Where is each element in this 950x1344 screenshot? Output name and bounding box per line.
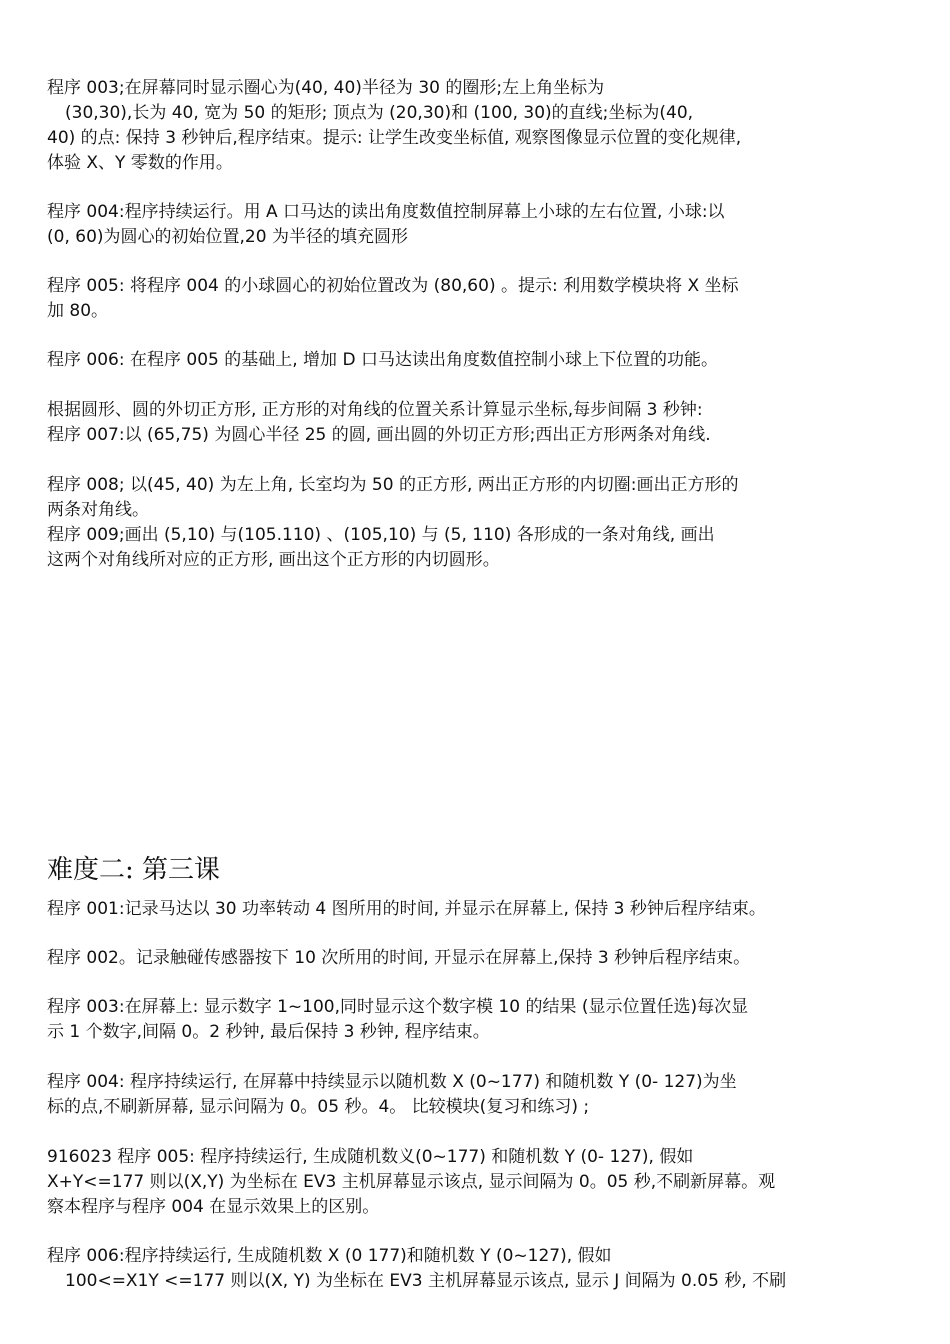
text-line: (30,30),长为 40, 宽为 50 的矩形; 顶点为 (20,30)和 (100, 30)的直线;坐标为(40, [65, 103, 694, 123]
program-008-009-paragraph [47, 473, 913, 573]
text-line: 程序 002。记录触碰传感器按下 10 次所用的时间, 开显示在屏幕上,保持 3 秒钟后程序结束。 [47, 948, 751, 968]
text-line: 根据圆形、圆的外切正方形, 正方形的对角线的位置关系计算显示坐标,每步间隔 3 秒钟: [47, 400, 703, 420]
lesson3-program-002-paragraph [47, 946, 913, 971]
text-line: 程序 006:程序持续运行, 生成随机数 X (0 177)和随机数 Y (0~127), 假如 [47, 1246, 612, 1266]
text-line: 这两个对角线所对应的正方形, 画出这个正方形的内切圆形。 [47, 550, 500, 570]
text-line: 程序 006: 在程序 005 的基础上, 增加 D 口马达读出角度数值控制小球上下位置的功能。 [47, 350, 718, 370]
text-line: 体验 X、Y 零数的作用。 [47, 153, 233, 173]
text-line: 程序 009;画出 (5,10) 与(105.110) 、(105,10) 与 (5, 110) 各形成的一条对角线, 画出 [47, 525, 715, 545]
text-line: 100<=X1Y <=177 则以(X, Y) 为坐标在 EV3 主机屏幕显示该点, 显示 J 间隔为 0.05 秒, 不刷 [65, 1271, 787, 1291]
program-006-paragraph [47, 348, 913, 373]
text-line: 两条对角线。 [47, 500, 149, 520]
lesson3-program-005-paragraph [47, 1145, 913, 1220]
program-003-paragraph [47, 76, 913, 176]
text-line: 程序 008; 以(45, 40) 为左上角, 长室均为 50 的正方形, 两出正方形的内切圈:画出正方形的 [47, 475, 739, 495]
program-004-paragraph [47, 200, 913, 250]
text-line: 程序 004:程序持续运行。用 A 口马达的读出角度数值控制屏幕上小球的左右位置, 小球:以 [47, 202, 725, 222]
lesson3-program-001-paragraph [47, 897, 913, 922]
lesson3-program-006-paragraph [47, 1244, 913, 1294]
text-line: 程序 003;在屏幕同时显示圈心为(40, 40)半径为 30 的圈形;左上角坐标为 [47, 78, 605, 98]
text-line: 程序 001:记录马达以 30 功率转动 4 图所用的时间, 并显示在屏幕上, 保持 3 秒钟后程序结束。 [47, 899, 766, 919]
text-line: 程序 003:在屏幕上: 显示数字 1~100,同时显示这个数字模 10 的结果 (显示位置任选)每次显 [47, 997, 749, 1017]
text-line: 示 1 个数字,间隔 0。2 秒钟, 最后保持 3 秒钟, 程序结束。 [47, 1022, 490, 1042]
text-line: (0, 60)为圆心的初始位置,20 为半径的填充圆形 [47, 227, 408, 247]
text-line: 程序 005: 将程序 004 的小球圆心的初始位置改为 (80,60) 。提示: 利用数学模块将 X 坐标 [47, 276, 739, 296]
text-line: 程序 007:以 (65,75) 为圆心半径 25 的圆, 画出圆的外切正方形;西出正方形两条对角线. [47, 425, 711, 445]
text-line: 916023 程序 005: 程序持续运行, 生成随机数义(0~177) 和随机数 Y (0- 127), 假如 [47, 1147, 694, 1167]
text-line: X+Y<=177 则以(X,Y) 为坐标在 EV3 主机屏幕显示该点, 显示间隔为 0。05 秒,不刷新屏幕。观 [47, 1172, 776, 1192]
text-line: 察本程序与程序 004 在显示效果上的区别。 [47, 1197, 380, 1217]
text-line: 40) 的点: 保持 3 秒钟后,程序结束。提示: 让学生改变坐标值, 观察图像显示位置的变化规律, [47, 128, 742, 148]
program-005-paragraph [47, 274, 913, 324]
lesson3-program-003-paragraph [47, 995, 913, 1045]
section-heading: 难度二: 第三课 [47, 855, 221, 885]
text-line: 加 80。 [47, 301, 109, 321]
text-line: 标的点,不刷新屏幕, 显示问隔为 0。05 秒。4。 比较模块(复习和练习) ; [47, 1097, 590, 1117]
program-007-paragraph [47, 398, 913, 448]
lesson3-program-004-paragraph [47, 1070, 913, 1120]
text-line: 程序 004: 程序持续运行, 在屏幕中持续显示以随机数 X (0~177) 和随机数 Y (0- 127)为坐 [47, 1072, 737, 1092]
